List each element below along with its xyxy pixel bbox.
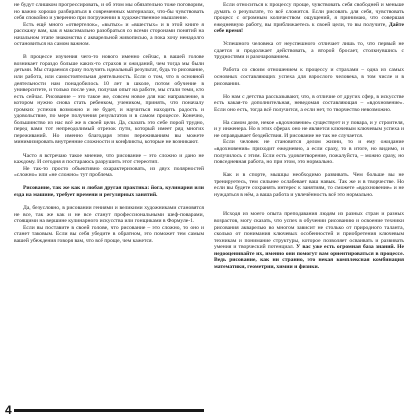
right-paragraph-emphasis: Дайте себе время!	[214, 21, 404, 35]
right-paragraph-text: Если человек не становится делом жизни, то и ему ожидание «вдохновения» приходит ежедневно, а если сразу, то в итоге, но видимо, и получилось с этим. Если есть удовлетворение, пожалуйста, – можно сразу, но повседневная работа, но при этом, это нормально.	[214, 139, 404, 166]
right-paragraph	[214, 120, 404, 140]
right-column	[214, 2, 404, 414]
left-paragraph-text: В процессе изучения чего-то нового именно сейчас, в вашей голове возникает гораздо больше каких-то страхов и ожиданий, чем тогда мы были детьми. Мы стараемся сразу получить идеальный результат, будь то рисование, или работа, или самостоятельная деятельность. Если о том, что в основной деятельности нам понадобилось 10 лет в школе, потом обучение в университете, и только после уже, получая опыт на работе, мы стали теми, кто есть сейчас. Рисование – это такое же, совсем новое для нас направление, в котором нужно снова стать ребенком, учеником, принять, что поначалу громких успехов возможно и не будет, и научиться находить радость и удовольствие, по мере получения результатов и в самом процессе. Конечно, большинство из нас всё же в своей цели. Да, сказать это себе порой трудно, перед вами тот непреодолимый отрезок пути, который имеет ряд многих переживаний. Но именно благодаря этим переживаниям вы можете минимизировать внутренние сложности и конфликты, которые не возникают.	[14, 54, 204, 146]
left-column	[14, 2, 204, 390]
left-paragraph	[14, 225, 204, 245]
right-paragraph-text: Если относиться к процессу проще, чувствовать себя свободней и меньше думать о результате, то всё сложится. Если рисовать для себя, чувствовать процесс с огромным количеством ощущений, я принимаю, что совершая ежедневную работу, вы приближаетесь к своей цели, то вы получите,	[214, 2, 404, 28]
left-paragraph	[14, 2, 204, 22]
right-paragraph	[214, 172, 404, 198]
right-paragraph	[214, 2, 404, 35]
left-paragraph-text: Да, безусловно, в рисовании гениями и великими художниками становятся не все, так же как и не все станут профессиональными шеф-поварами, стоящими на вершине кулинарного искусства или гонщиками в Формуле-1.	[14, 204, 204, 225]
left-paragraph-text: не будут слишком прогрессировать, и об этом мы обязательно тоже поговорим, но важно хорошо разбираться в современных материалах, что-бы чувствовать себя спокойно и уверенно при погружении в художественное мышление.	[14, 2, 204, 22]
left-paragraph	[14, 185, 204, 198]
left-paragraph-text: Если вы поставите в своей голове, что рисование – это сложно, то оно и станет таковым. Если вы себя убедите в обратном, это поможет тем самым вашей убеждения говоря вам, что всё проще, чем кажется.	[14, 224, 204, 244]
right-paragraph-text: На самом деле, некое «вдохновение» существует и у повара, и у строителя, и у инженера. Но в этих сферах оно не является ключевым ключевым успеха и не оправдывает бездействия. И рисование не так не случается.	[214, 119, 404, 139]
right-paragraph	[214, 211, 404, 270]
right-paragraph	[214, 67, 404, 87]
page-footer-bar	[14, 409, 204, 412]
left-paragraph-text: Не так-то просто объективно охарактеризовать, из двух полярностей «сложно» или «не сложно» тут проблема.	[14, 165, 204, 179]
right-paragraph-emphasis: У вас уже есть огромная база знаний. Не недооценивайте их, именно они помогут вам ориентироваться в процессе. Ведь рисование, как ни странно, это некая комплексная комбинация математики, геометрии, химии и физики.	[214, 244, 404, 270]
right-paragraph	[214, 41, 404, 61]
left-paragraph-text: Часто я встречаю такое мнение, что рисование – это сложно и дано не каждому. И сегодня я постараюсь разрушить этот стереотип.	[14, 152, 204, 166]
left-paragraph	[14, 166, 204, 179]
right-paragraph-text: Как и в спорте, мышцы необходимо развивать. Чем больше вы не тренируетесь, тем сильнее ослабевает ваш навык. Так же и в творчестве. Но если вы будете сохранять интерес к занятиям, то сможете «вдохновение» и не нуждаться в нём, а ваша работа и увлечённость всё это нормально.	[214, 172, 404, 198]
right-paragraph-text: Успешного человека от неуспешного отличает лишь то, что первый не сдается и продолжает действовать, а второй бросает, столкнувшись с трудностями и разочарованием.	[214, 41, 404, 61]
left-paragraph	[14, 205, 204, 225]
left-paragraph-text: Есть ещё много «отвертелок», «вытых» и «вшестых» и в этой книге я расскажу вам, как я максимально разобраться со всеми сторонами понятий на начальном этапе знакомства с акварельной живописью, а пока хочу ненадолго остановиться на самом важном.	[14, 21, 204, 48]
left-paragraph	[14, 22, 204, 48]
left-paragraph	[14, 153, 204, 166]
left-paragraph-text: Рисование, так же как и любая другая практика: йога, кулинария или езда на машине, требует времени и регулярных занятий.	[14, 185, 204, 198]
right-paragraph	[214, 94, 404, 114]
right-paragraph-text: Но нам с детства рассказывают, что, в отличие от других сфер, в искусстве есть какая-то дополнительная, неведомая составляющая – «вдохновение». Если оно есть, тогда всё получится, а если нет, то творчество невозможно.	[214, 93, 404, 113]
left-paragraph	[14, 54, 204, 146]
right-paragraph-text: Работа со своим отношением к процессу и страхами – одна из самых основных составляющих успеха для взрослого человека, в том числе и в рисовании.	[214, 67, 404, 87]
right-paragraph-text: Исходя из моего опыта преподавания людям из разных стран и разных возрастов, могу сказать, что успех в обучении рисованию и освоение техники рисования акварелью во многом зависит не столько от природного таланта, сколько от понимания ключевых особенностей и приобретения ключевым техникам и понимание структуры, которое позволяет осваивать и развивать умения и творческий потенциал.	[214, 211, 404, 251]
right-paragraph	[214, 139, 404, 165]
page-number: 4	[5, 403, 12, 417]
